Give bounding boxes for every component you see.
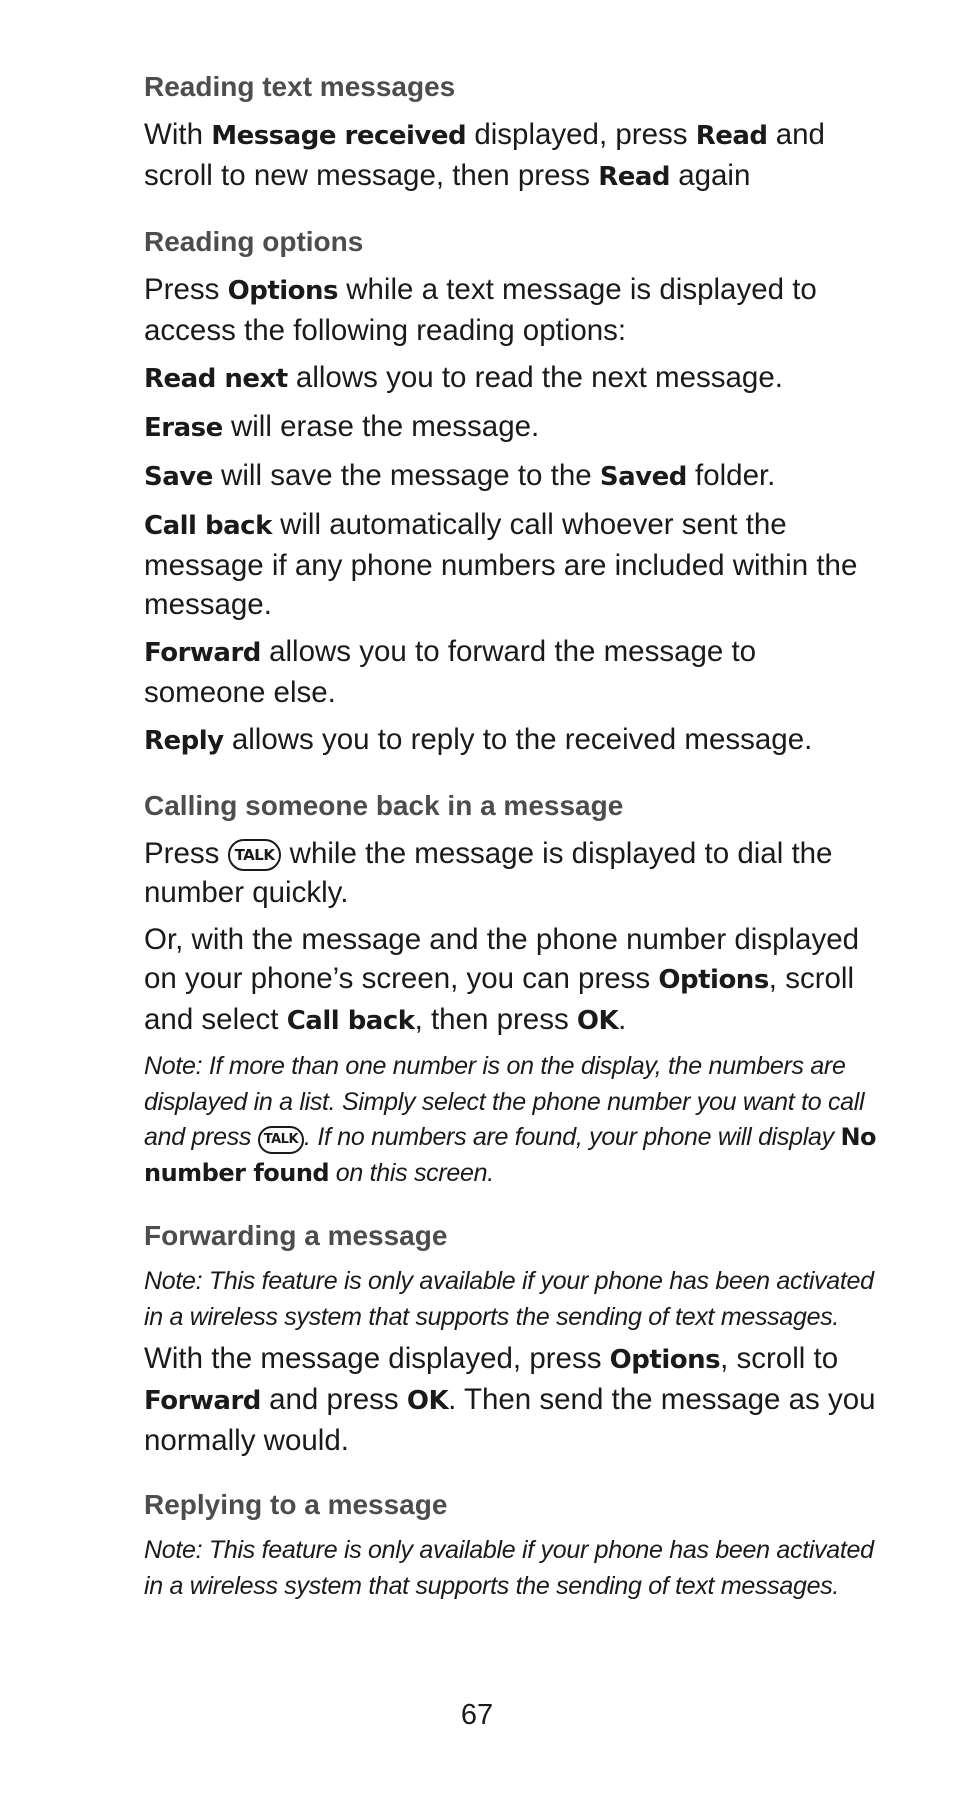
key-term: Read next	[144, 364, 288, 394]
key-term: OK	[576, 1006, 619, 1036]
section-heading: Calling someone back in a message	[144, 790, 624, 821]
note: Note: This feature is only available if your phone has been activated in a wireless system that supports the sending of text messages.	[144, 1536, 874, 1600]
paragraph	[144, 1339, 884, 1460]
text: With the message displayed, press	[144, 1342, 610, 1375]
key-term: Options	[609, 1345, 721, 1375]
section-calling-back	[144, 789, 884, 1191]
paragraph	[144, 270, 884, 350]
section-reading-text-messages	[144, 70, 884, 197]
display-term: Message received	[211, 121, 467, 151]
key-term: OK	[406, 1386, 449, 1416]
text: , scroll and select	[144, 962, 855, 1036]
key-term: Call back	[286, 1006, 415, 1036]
text: and press	[260, 1383, 407, 1416]
text: allows you to read the next message.	[287, 361, 783, 394]
section-replying	[144, 1488, 884, 1604]
text: again	[670, 159, 751, 192]
option-call-back	[144, 505, 884, 624]
manual-page	[144, 70, 884, 1608]
text: . If no numbers are found, your phone will display	[304, 1123, 841, 1151]
text: Press	[144, 837, 228, 870]
text: Note: If more than one number is on the display, the numbers are displayed in a list. Simply select the phone number you want to call and press	[144, 1052, 865, 1151]
key-term: Read	[695, 121, 768, 151]
note: Note: This feature is only available if your phone has been activated in a wireless system that supports the sending of text messages.	[144, 1267, 874, 1331]
text: while a text message is displayed to access the following reading options:	[144, 273, 817, 347]
text: will erase the message.	[222, 410, 540, 443]
text: . Then send the message as you normally would.	[144, 1383, 876, 1457]
key-term: Read	[598, 162, 670, 192]
option-save	[144, 456, 884, 497]
text: , scroll to	[720, 1342, 839, 1375]
key-term: Options	[658, 965, 769, 995]
key-term: Forward	[144, 1386, 261, 1416]
text: will automatically call whoever sent the message if any phone numbers are included within the message.	[144, 508, 858, 621]
key-term: Call back	[144, 511, 272, 541]
text: and scroll to new message, then press	[144, 118, 825, 192]
text: will save the message to the	[212, 459, 600, 492]
key-term: Options	[227, 276, 339, 306]
text: , then press	[414, 1003, 577, 1036]
key-term: Erase	[144, 413, 223, 443]
section-heading: Reading text messages	[144, 71, 456, 102]
note	[144, 1049, 884, 1191]
section-heading: Replying to a message	[144, 1489, 448, 1520]
option-reply	[144, 720, 884, 761]
text: while the message is displayed to dial the number quickly.	[144, 837, 833, 909]
section-forwarding	[144, 1219, 884, 1460]
key-term: Reply	[144, 726, 224, 756]
text: .	[618, 1003, 627, 1036]
paragraph	[144, 834, 884, 912]
key-term: Save	[144, 462, 213, 492]
talk-key-icon: TALK	[258, 1126, 304, 1154]
page-number: 67	[460, 1699, 494, 1731]
text: Press	[144, 273, 228, 306]
section-heading: Reading options	[144, 226, 364, 257]
section-heading: Forwarding a message	[144, 1220, 448, 1251]
section-reading-options	[144, 225, 884, 761]
text: Or, with the message and the phone number displayed on your phone’s screen, you can press	[144, 923, 860, 995]
option-forward	[144, 632, 884, 712]
text: folder.	[686, 459, 776, 492]
text: allows you to forward the message to someone else.	[144, 635, 757, 709]
display-term: No number found	[144, 1123, 877, 1187]
option-erase	[144, 407, 884, 448]
text: displayed, press	[466, 118, 696, 151]
talk-key-icon: TALK	[228, 839, 282, 871]
text: on this screen.	[329, 1158, 494, 1187]
key-term: Forward	[144, 638, 261, 668]
option-read-next	[144, 358, 884, 399]
text: allows you to reply to the received message.	[223, 723, 813, 756]
key-term: Saved	[599, 462, 687, 492]
paragraph	[144, 920, 884, 1041]
text: With	[144, 118, 212, 151]
paragraph	[144, 115, 884, 197]
